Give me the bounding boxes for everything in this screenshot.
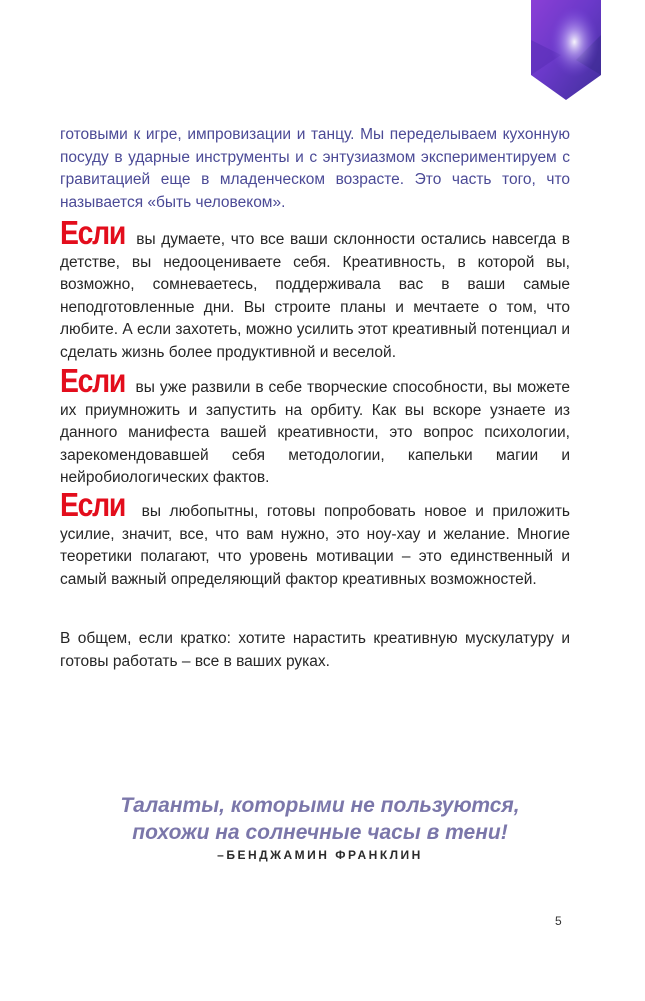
paragraph-esli-1 bbox=[60, 214, 570, 364]
page-number: 5 bbox=[555, 914, 562, 928]
paragraph-esli-3 bbox=[60, 486, 570, 591]
quote-author: –БЕНДЖАМИН ФРАНКЛИН bbox=[217, 848, 423, 862]
paragraph-esli-2 bbox=[60, 362, 570, 490]
paragraph-text: вы уже развили в себе творческие способности, вы можете их приумножить и запустить на орбиту. Как вы вскоре узнаете из данного манифеста вашей креативности, это вопрос психологии, зарекомендовавшей себя методологии, капельки магии и нейробиологических фактов. bbox=[60, 379, 570, 486]
esli-drop-word: Если bbox=[60, 486, 126, 523]
esli-drop-word: Если bbox=[60, 214, 126, 251]
quote-line-2: похожи на солнечные часы в тени! bbox=[132, 821, 508, 844]
intro-paragraph: готовыми к игре, импровизации и танцу. Мы переделываем кухонную посуду в ударные инструменты и с энтузиазмом экспериментируем с гравитацией еще в младенческом возрасте. Это часть того, что называется «быть человеком». bbox=[60, 126, 570, 211]
bookmark-ribbon bbox=[531, 0, 601, 100]
paragraph-text: вы любопытны, готовы попробовать новое и приложить усилие, значит, все, что вам нужно, это ноу-хау и желание. Многие теоретики полагают, что уровень мотивации – это единственный и самый важный определяющий фактор креативных возможностей. bbox=[60, 503, 570, 588]
esli-drop-word: Если bbox=[60, 362, 126, 399]
paragraph-text: вы думаете, что все ваши склонности остались навсегда в детстве, вы недооцениваете себя. Креативность, в которой вы, возможно, сомневаетесь, поддерживала вас в ваши самые неподготовленные дни. Вы строите планы и мечтаете о том, что любите. А если захотеть, можно усилить этот креативный потенциал и сделать жизнь более продуктивной и веселой. bbox=[60, 231, 570, 361]
summary-paragraph: В общем, если кратко: хотите нарастить креативную мускулатуру и готовы работать – все в ваших руках. bbox=[60, 630, 570, 670]
quote-block bbox=[60, 792, 580, 862]
quote-line-1: Таланты, которыми не пользуются, bbox=[120, 794, 520, 817]
